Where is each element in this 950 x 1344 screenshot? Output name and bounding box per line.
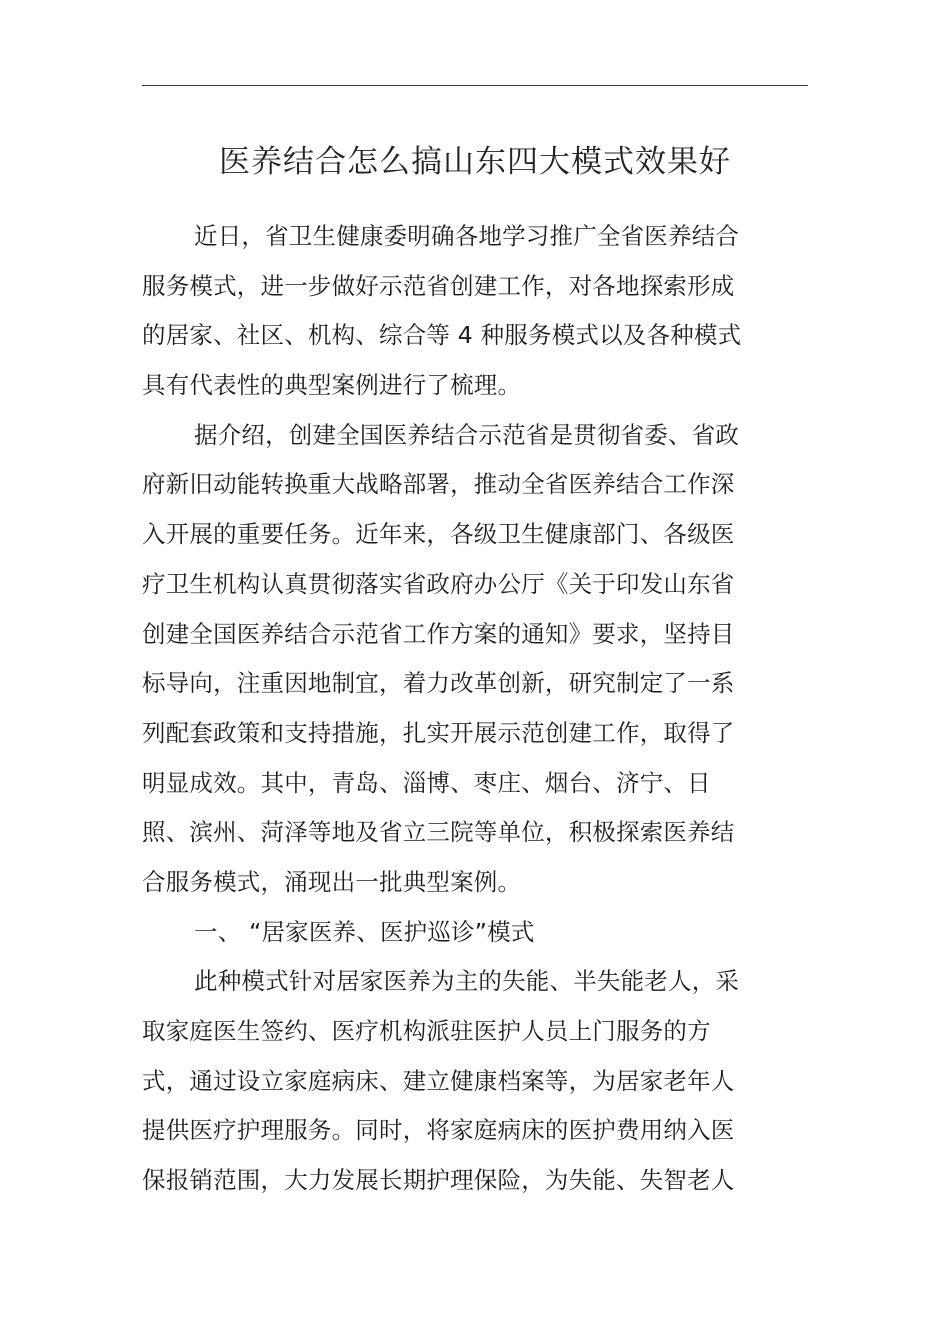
- text-line: 府新旧动能转换重大战略部署，推动全省医养结合工作深: [142, 470, 735, 499]
- text-line: 此种模式针对居家医养为主的失能、半失能老人，采: [194, 967, 740, 996]
- text-line: 具有代表性的典型案例进行了梳理。: [142, 371, 522, 400]
- text-line: 列配套政策和支持措施，扎实开展示范创建工作，取得了: [142, 718, 735, 747]
- text-line: 提供医疗护理服务。同时，将家庭病床的医护费用纳入医: [142, 1116, 735, 1145]
- text-line: 服务模式，进一步做好示范省创建工作，对各地探索形成: [142, 271, 735, 300]
- text-line: 取家庭医生签约、医疗机构派驻医护人员上门服务的方: [142, 1017, 711, 1045]
- text-line: 一、 “居家医养、医护巡诊”模式: [194, 917, 535, 946]
- text-line: 标导向，注重因地制宜，着力改革创新，研究制定了一系: [142, 669, 735, 698]
- text-line: 明显成效。其中，青岛、淄博、枣庄、烟台、济宁、日: [142, 768, 711, 797]
- text-line: 近日，省卫生健康委明确各地学习推广全省医养结合: [194, 222, 740, 250]
- text-line: 的居家、社区、机构、综合等 4 种服务模式以及各种模式: [142, 321, 742, 350]
- document-title: 医养结合怎么搞山东四大模式效果好: [219, 144, 731, 180]
- text-line: 创建全国医养结合示范省工作方案的通知》要求，坚持目: [142, 619, 735, 648]
- text-line: 式，通过设立家庭病床、建立健康档案等，为居家老年人: [142, 1066, 735, 1095]
- text-line: 据介绍，创建全国医养结合示范省是贯彻省委、省政: [194, 420, 740, 449]
- text-line: 合服务模式，涌现出一批典型案例。: [142, 867, 522, 896]
- text-line: 保报销范围，大力发展长期护理保险，为失能、失智老人: [142, 1166, 735, 1195]
- text-line: 疗卫生机构认真贯彻落实省政府办公厅《关于印发山东省: [142, 569, 735, 598]
- document-body: [142, 212, 808, 1206]
- header-rule: [142, 85, 808, 86]
- text-line: 入开展的重要任务。近年来，各级卫生健康部门、各级医: [142, 520, 735, 549]
- text-line: 照、滨州、菏泽等地及省立三院等单位，积极探索医养结: [142, 818, 735, 847]
